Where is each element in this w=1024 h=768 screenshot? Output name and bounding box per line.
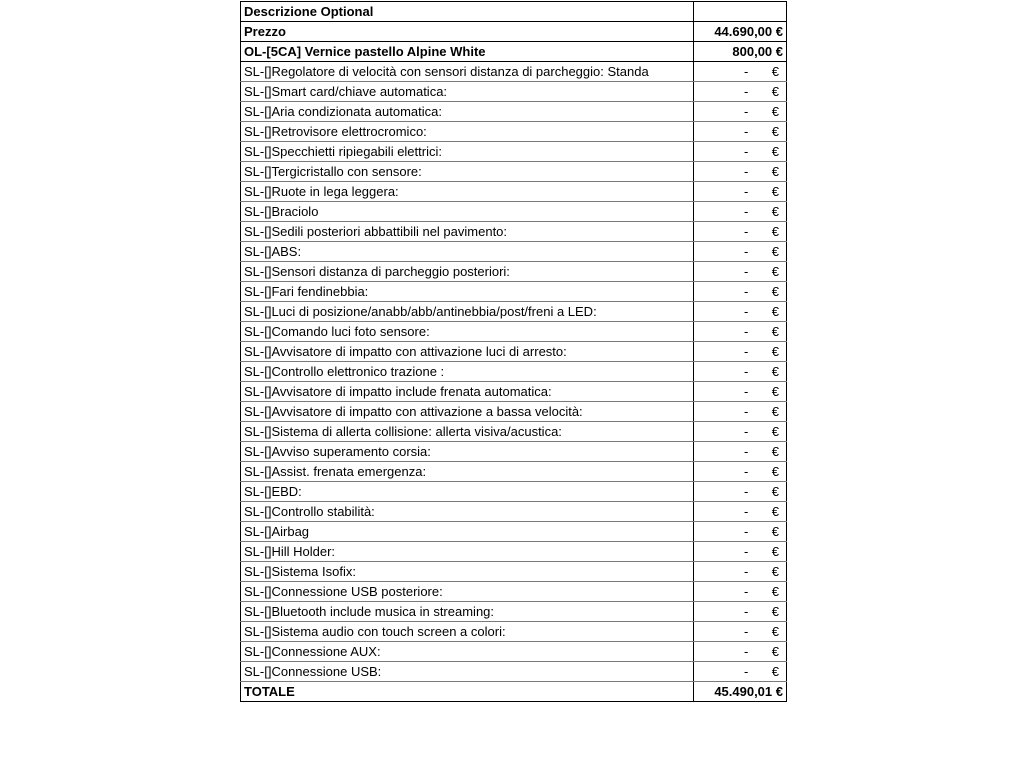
item-label: SL-[]Smart card/chiave automatica: xyxy=(241,82,694,102)
item-value xyxy=(694,342,787,362)
item-dash: - xyxy=(744,624,749,639)
item-currency: € xyxy=(771,244,779,259)
item-value xyxy=(694,242,787,262)
item-dash: - xyxy=(744,444,749,459)
table-row xyxy=(241,122,787,142)
table-row xyxy=(241,662,787,682)
item-value xyxy=(694,502,787,522)
table-row xyxy=(241,602,787,622)
item-currency: € xyxy=(771,384,779,399)
item-value xyxy=(694,162,787,182)
item-dash: - xyxy=(744,504,749,519)
item-value xyxy=(694,462,787,482)
optional-table-body xyxy=(241,2,787,702)
item-label: SL-[]Sistema audio con touch screen a colori: xyxy=(241,622,694,642)
item-label: SL-[]Aria condizionata automatica: xyxy=(241,102,694,122)
item-dash: - xyxy=(744,204,749,219)
item-currency: € xyxy=(771,184,779,199)
item-dash: - xyxy=(744,284,749,299)
table-row xyxy=(241,182,787,202)
item-dash: - xyxy=(744,124,749,139)
table-row xyxy=(241,142,787,162)
item-dash: - xyxy=(744,164,749,179)
item-dash: - xyxy=(744,424,749,439)
item-dash: - xyxy=(744,664,749,679)
table-row xyxy=(241,222,787,242)
item-label: SL-[]Retrovisore elettrocromico: xyxy=(241,122,694,142)
item-value xyxy=(694,602,787,622)
header-value xyxy=(694,2,787,22)
item-value xyxy=(694,82,787,102)
item-currency: € xyxy=(771,144,779,159)
item-dash: - xyxy=(744,384,749,399)
item-label: SL-[]Hill Holder: xyxy=(241,542,694,562)
table-row xyxy=(241,262,787,282)
item-currency: € xyxy=(771,444,779,459)
item-value xyxy=(694,142,787,162)
item-dash: - xyxy=(744,564,749,579)
header-row xyxy=(241,2,787,22)
item-dash: - xyxy=(744,104,749,119)
table-row xyxy=(241,502,787,522)
option-label: OL-[5CA] Vernice pastello Alpine White xyxy=(241,42,694,62)
item-currency: € xyxy=(771,124,779,139)
item-value xyxy=(694,282,787,302)
table-row xyxy=(241,342,787,362)
table-row xyxy=(241,522,787,542)
item-label: SL-[]ABS: xyxy=(241,242,694,262)
item-currency: € xyxy=(771,84,779,99)
table-row xyxy=(241,302,787,322)
item-label: SL-[]Tergicristallo con sensore: xyxy=(241,162,694,182)
item-dash: - xyxy=(744,604,749,619)
table-row xyxy=(241,442,787,462)
item-value xyxy=(694,562,787,582)
item-label: SL-[]Avvisatore di impatto include frenata automatica: xyxy=(241,382,694,402)
table-row xyxy=(241,102,787,122)
item-currency: € xyxy=(771,324,779,339)
item-value xyxy=(694,122,787,142)
option-value: 800,00 € xyxy=(694,42,787,62)
item-label: SL-[]Avvisatore di impatto con attivazione luci di arresto: xyxy=(241,342,694,362)
item-label: SL-[]Sistema di allerta collisione: allerta visiva/acustica: xyxy=(241,422,694,442)
table-row xyxy=(241,462,787,482)
item-currency: € xyxy=(771,364,779,379)
item-dash: - xyxy=(744,64,749,79)
item-value xyxy=(694,202,787,222)
item-value xyxy=(694,482,787,502)
item-label: SL-[]Regolatore di velocità con sensori distanza di parcheggio: Standa xyxy=(241,62,694,82)
item-value xyxy=(694,322,787,342)
price-row xyxy=(241,22,787,42)
item-dash: - xyxy=(744,244,749,259)
item-dash: - xyxy=(744,484,749,499)
item-label: SL-[]Ruote in lega leggera: xyxy=(241,182,694,202)
table-row xyxy=(241,322,787,342)
table-row xyxy=(241,422,787,442)
item-value xyxy=(694,302,787,322)
item-value xyxy=(694,522,787,542)
optional-price-sheet xyxy=(240,1,786,702)
table-row xyxy=(241,162,787,182)
item-currency: € xyxy=(771,424,779,439)
item-label: SL-[]Connessione AUX: xyxy=(241,642,694,662)
item-currency: € xyxy=(771,224,779,239)
total-row xyxy=(241,682,787,702)
total-value: 45.490,01 € xyxy=(694,682,787,702)
table-row xyxy=(241,562,787,582)
item-currency: € xyxy=(771,344,779,359)
item-currency: € xyxy=(771,264,779,279)
item-value xyxy=(694,262,787,282)
item-dash: - xyxy=(744,364,749,379)
table-row xyxy=(241,402,787,422)
table-row xyxy=(241,642,787,662)
item-value xyxy=(694,642,787,662)
table-row xyxy=(241,582,787,602)
header-label: Descrizione Optional xyxy=(241,2,694,22)
item-currency: € xyxy=(771,624,779,639)
item-label: SL-[]Sedili posteriori abbattibili nel pavimento: xyxy=(241,222,694,242)
item-label: SL-[]Bluetooth include musica in streaming: xyxy=(241,602,694,622)
item-currency: € xyxy=(771,304,779,319)
item-dash: - xyxy=(744,324,749,339)
item-currency: € xyxy=(771,664,779,679)
optional-table xyxy=(240,1,787,702)
item-dash: - xyxy=(744,304,749,319)
item-currency: € xyxy=(771,484,779,499)
item-label: SL-[]Sistema Isofix: xyxy=(241,562,694,582)
item-value xyxy=(694,402,787,422)
item-dash: - xyxy=(744,224,749,239)
table-row xyxy=(241,542,787,562)
total-label: TOTALE xyxy=(241,682,694,702)
table-row xyxy=(241,62,787,82)
item-label: SL-[]Luci di posizione/anabb/abb/antinebbia/post/freni a LED: xyxy=(241,302,694,322)
item-label: SL-[]Comando luci foto sensore: xyxy=(241,322,694,342)
table-row xyxy=(241,202,787,222)
item-label: SL-[]Assist. frenata emergenza: xyxy=(241,462,694,482)
item-label: SL-[]Braciolo xyxy=(241,202,694,222)
item-label: SL-[]Airbag xyxy=(241,522,694,542)
item-currency: € xyxy=(771,544,779,559)
item-value xyxy=(694,382,787,402)
item-dash: - xyxy=(744,344,749,359)
item-label: SL-[]Avvisatore di impatto con attivazione a bassa velocità: xyxy=(241,402,694,422)
item-currency: € xyxy=(771,584,779,599)
item-dash: - xyxy=(744,524,749,539)
item-currency: € xyxy=(771,284,779,299)
item-label: SL-[]Fari fendinebbia: xyxy=(241,282,694,302)
item-value xyxy=(694,542,787,562)
item-dash: - xyxy=(744,84,749,99)
item-value xyxy=(694,222,787,242)
item-currency: € xyxy=(771,104,779,119)
item-currency: € xyxy=(771,604,779,619)
item-label: SL-[]Avviso superamento corsia: xyxy=(241,442,694,462)
item-label: SL-[]Connessione USB posteriore: xyxy=(241,582,694,602)
table-row xyxy=(241,82,787,102)
item-label: SL-[]Connessione USB: xyxy=(241,662,694,682)
item-label: SL-[]Controllo elettronico trazione : xyxy=(241,362,694,382)
item-label: SL-[]Controllo stabilità: xyxy=(241,502,694,522)
item-value xyxy=(694,422,787,442)
item-currency: € xyxy=(771,404,779,419)
table-row xyxy=(241,362,787,382)
table-row xyxy=(241,622,787,642)
table-row xyxy=(241,382,787,402)
item-dash: - xyxy=(744,264,749,279)
item-value xyxy=(694,442,787,462)
price-label: Prezzo xyxy=(241,22,694,42)
item-value xyxy=(694,182,787,202)
item-dash: - xyxy=(744,144,749,159)
item-dash: - xyxy=(744,544,749,559)
item-dash: - xyxy=(744,404,749,419)
item-currency: € xyxy=(771,164,779,179)
item-value xyxy=(694,622,787,642)
item-value xyxy=(694,102,787,122)
item-currency: € xyxy=(771,524,779,539)
item-dash: - xyxy=(744,584,749,599)
table-row xyxy=(241,242,787,262)
item-label: SL-[]EBD: xyxy=(241,482,694,502)
table-row xyxy=(241,282,787,302)
item-currency: € xyxy=(771,564,779,579)
item-currency: € xyxy=(771,464,779,479)
item-label: SL-[]Specchietti ripiegabili elettrici: xyxy=(241,142,694,162)
price-value: 44.690,00 € xyxy=(694,22,787,42)
item-currency: € xyxy=(771,204,779,219)
item-value xyxy=(694,62,787,82)
item-dash: - xyxy=(744,184,749,199)
item-currency: € xyxy=(771,644,779,659)
item-dash: - xyxy=(744,644,749,659)
option-row xyxy=(241,42,787,62)
item-value xyxy=(694,362,787,382)
table-row xyxy=(241,482,787,502)
item-currency: € xyxy=(771,64,779,79)
item-dash: - xyxy=(744,464,749,479)
item-currency: € xyxy=(771,504,779,519)
item-value xyxy=(694,582,787,602)
item-value xyxy=(694,662,787,682)
item-label: SL-[]Sensori distanza di parcheggio posteriori: xyxy=(241,262,694,282)
